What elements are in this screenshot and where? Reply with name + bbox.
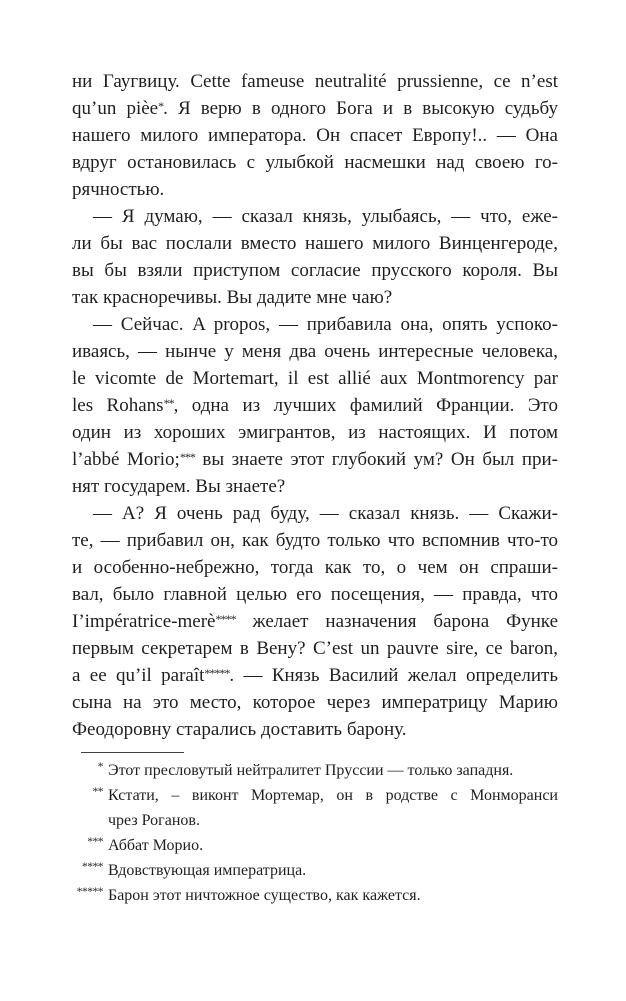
footnote [72,883,558,908]
footnote-line: Этот пресловутый нейтралитет Пруссии — только западня. [108,762,514,779]
body-text [72,68,558,743]
text-line: — Сейчас. A propos, — прибавила она, опять успоко- [93,314,558,335]
footnote-marker: *** [87,836,103,848]
text-line: ни Гаугвицу. Cette fameuse neutralité prussienne, ce n’est [72,71,558,92]
text-line: нашего милого императора. Он спасет Европу!.. — Она [72,125,558,146]
paragraph [72,203,558,311]
footnote-ref: ***** [204,666,230,680]
text-line: и особенно-небрежно, тогда как то, о чем он спраши- [72,557,558,578]
footnote [72,833,558,858]
text-line: — Я думаю, — сказал князь, улыбаясь, — что, еже- [93,206,558,227]
paragraph [72,500,558,743]
footnote-line: Барон этот ничтожное существо, как кажется. [108,887,421,904]
footnote-line: Вдовствующая императрица. [108,862,307,879]
footnote-ref: **** [215,612,236,626]
text-line: первым секретарем в Вену? C’est un pauvre sire, ce baron, [72,638,558,659]
text-line: les Rohans**, одна из лучших фамилий Франции. Это [72,395,558,416]
footnote [72,783,558,833]
text-line: иваясь, — нынче у меня два очень интересные человека, [72,341,558,362]
text-line: сына на это место, которое через императрицу Марию [72,692,558,713]
paragraph [72,311,558,500]
footnote-text [108,858,558,883]
footnote-ref: * [158,99,164,113]
footnote-marker: **** [82,861,103,873]
text-line: вал, было главной целью его посещения, — правда, что [72,584,558,605]
footnote-separator [81,752,184,753]
text-line: так красноречивы. Вы дадите мне чаю? [72,287,393,308]
paragraph [72,68,558,203]
footnote-marker: ***** [76,886,103,898]
footnote-text [108,783,558,833]
text-line: Феодоровну старались доставить барону. [72,719,407,740]
text-line: qu’un pièe*. Я верю в одного Бога и в высокую судьбу [72,98,558,119]
text-line: рячностью. [72,179,165,200]
text-line: ли бы вас послали вместо нашего милого Винценгероде, [72,233,558,254]
text-line: a ee qu’il paraît*****. — Князь Василий желал определить [72,665,559,686]
text-line: l’abbé Morio;*** вы знаете этот глубокий ум? Он был при- [72,449,558,470]
text-line: I’impératrice-merè**** желает назначения барона Функе [72,611,558,632]
footnote [72,858,558,883]
footnote-line: Кстати, – виконт Мортемар, он в родстве с Монморанси [108,787,558,804]
text-line: вдруг остановилась с улыбкой насмешки над своею го- [72,152,558,173]
text-line: вы бы взяли приступом согласие прусского короля. Вы [72,260,558,281]
footnote-text [108,758,558,783]
footnote-line: Аббат Морио. [108,837,204,854]
footnote [72,758,558,783]
footnotes [72,758,558,908]
text-line: нят государем. Вы знаете? [72,476,286,497]
footnote-line: чрез Роганов. [108,812,200,829]
footnote-marker: ** [92,786,103,798]
text-line: один из хороших эмигрантов, из настоящих. И потом [72,422,558,443]
footnote-text [108,833,558,858]
footnote-ref: *** [179,450,195,464]
text-line: те, — прибавил он, как будто только что вспомнив что-то [72,530,558,551]
text-block [72,68,558,908]
footnote-ref: ** [163,396,174,410]
text-line: le vicomte de Mortemart, il est allié aux Montmorency par [72,368,558,389]
text-line: — А? Я очень рад буду, — сказал князь. — Скажи- [93,503,558,524]
footnote-text [108,883,558,908]
footnote-marker: * [97,761,103,773]
